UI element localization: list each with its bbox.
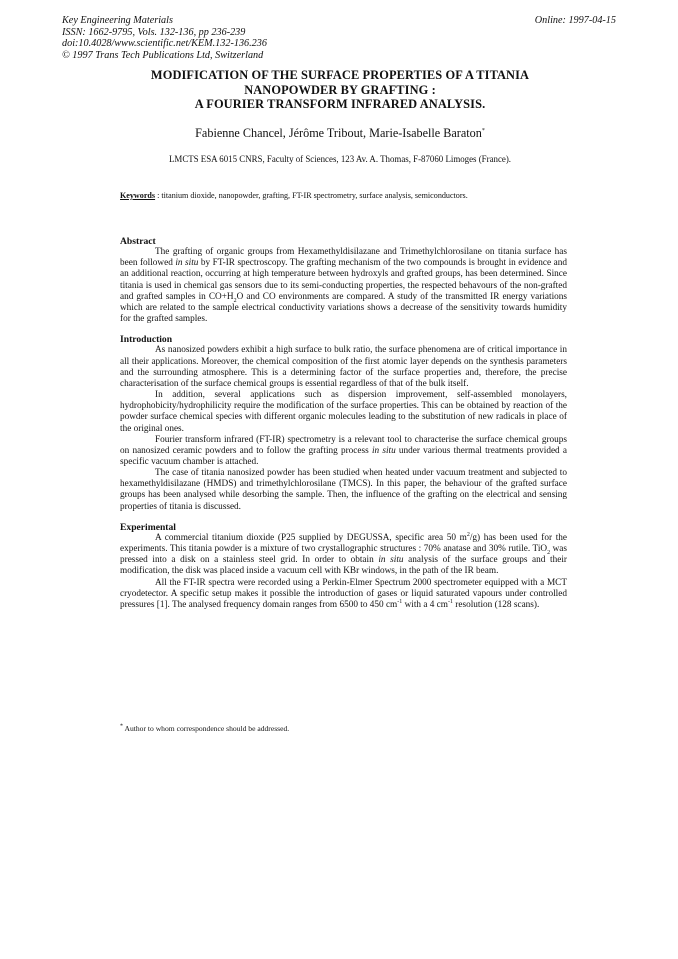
footnote-mark: * (120, 723, 123, 730)
exp-p2-superscript-2: -1 (447, 598, 453, 605)
abstract-text-a: The grafting of organic groups from Hexamethyldisilazane and Trimethylchlorosilane on titania surface has been followed (120, 247, 567, 269)
abstract-paragraph (120, 247, 567, 325)
exp-p1-emphasis: in situ (378, 555, 404, 566)
authors-text: Fabienne Chancel, Jérôme Tribout, Marie-Isabelle Baraton (195, 126, 482, 140)
footnote-text: Author to whom correspondence should be addressed. (123, 724, 290, 733)
intro-paragraph-3 (120, 435, 567, 468)
publication-metadata (62, 15, 267, 61)
exp-p2-text-b: with a 4 cm (402, 599, 448, 610)
keywords-label: Keywords (120, 191, 156, 200)
intro-p3-text-b: under various thermal treatments provided a specific vacuum chamber is attached. (120, 445, 567, 467)
paper-body (120, 236, 567, 611)
abstract-text-b: by FT-IR spectroscopy. The grafting mechanism of the two compounds is brought in evidence and an additional reaction, occurring at high temperature between hydroxyls and grafted groups, has been determined. Since titania is used in chemical gas sensors due to its semi-conducting properties, the respected behavours of the non-grafted and grafted samples in CO+H (120, 258, 568, 302)
keywords-line (120, 191, 468, 200)
introduction-heading: Introduction (120, 334, 173, 346)
journal-name: Key Engineering Materials (62, 15, 173, 26)
title-line-3: A FOURIER TRANSFORM INFRARED ANALYSIS. (194, 97, 486, 112)
online-date: Online: 1997-04-15 (534, 15, 616, 26)
experimental-paragraph-1 (120, 533, 567, 578)
abstract-text-c: O and CO environments are compared. A study of the transmitted IR energy variations which are related to the sample electrical conductivity variations shows a decrease of the sensitivity towards humidity for the grafted samples. (120, 291, 567, 325)
copyright-line: © 1997 Trans Tech Publications Ltd, Switzerland (62, 49, 264, 61)
title-line-2: NANOPOWDER BY GRAFTING : (244, 82, 436, 97)
exp-p1-superscript: 2 (466, 531, 470, 538)
intro-paragraph-4: The case of titania nanosized powder has been studied when heated under vacuum treatment and subjected to hexamethyldisilazane (HMDS) and trimethylchlorosilane (TMCS). In this paper, the behaviour of the grafted surface groups has been analysed while desorbing the sample. Then, the influence of the grafting on the electrical and sensing properties of titania is discussed. (120, 468, 567, 512)
intro-paragraph-2: In addition, several applications such as dispersion improvement, self-assembled monolayers, hydrophobicity/hydrophilicity require the modification of the surface properties. This can be obtained by reaction of the powder surface chemical species with different organic molecules leading to the substitution of new radicals in place of the original ones. (120, 390, 567, 434)
exp-p2-text-a: All the FT-IR spectra were recorded using a Perkin-Elmer Spectrum 2000 spectrometer equipped with a MCT cryodetector. A specific setup makes it possible the introduction of gases or liquid saturated vapours under controlled pressures [1]. The analysed frequency domain ranges from 6500 to 450 cm (120, 577, 567, 610)
intro-paragraph-1: As nanosized powders exhibit a high surface to bulk ratio, the surface phenomena are of critical importance in all their applications. Moreover, the chemical composition of the first atomic layer depends on the synthesis parameters and the surrounding atmosphere. This is a determining factor of the surface properties and, therefore, the precise characterisation of the surface chemical groups is essential regardless of that of the bulk itself. (120, 345, 567, 389)
abstract-subscript: 2 (233, 297, 237, 304)
exp-p1-text-a: A commercial titanium dioxide (P25 supplied by DEGUSSA, specific area 50 m (155, 532, 467, 543)
author-list (60, 126, 620, 141)
keywords-text: titanium dioxide, nanopowder, grafting, FT-IR spectrometry, surface analysis, semiconductors. (161, 191, 468, 200)
intro-p3-emphasis: in situ (371, 445, 396, 456)
doi-line: doi:10.4028/www.scientific.net/KEM.132-136.236 (62, 38, 267, 50)
affiliation: LMCTS ESA 6015 CNRS, Faculty of Sciences, 123 Av. A. Thomas, F-87060 Limoges (France). (169, 154, 511, 164)
exp-p1-text-b: /g) has been used for the experiments. This titania powder is a mixture of two crystallographic structures : 70% anatase and 30% rutile. TiO (120, 532, 567, 555)
issn-line: ISSN: 1662-9795, Vols. 132-136, pp 236-239 (62, 26, 246, 38)
keywords-separator: : (155, 191, 162, 200)
footnote (120, 724, 289, 733)
exp-p1-subscript: 2 (547, 549, 551, 556)
abstract-heading: Abstract (120, 236, 156, 247)
exp-p1-text-d: analysis of the surface groups and their modification, the disk was placed inside a vacuum cell with KBr windows, in the path of the IR beam. (120, 555, 568, 577)
paper-title (60, 68, 620, 112)
exp-p2-text-c: resolution (128 scans). (452, 599, 540, 610)
exp-p1-text-c: was pressed into a disk on a stainless steel grid. In order to obtain (120, 544, 568, 566)
experimental-heading: Experimental (120, 521, 176, 533)
exp-p2-superscript-1: -1 (397, 598, 403, 605)
experimental-paragraph-2 (120, 578, 567, 611)
intro-p3-text-a: Fourier transform infrared (FT-IR) spectrometry is a relevant tool to characterise the surface chemical groups on nanosized ceramic powders and to follow the grafting process (120, 434, 567, 456)
title-line-1: MODIFICATION OF THE SURFACE PROPERTIES OF A TITANIA (150, 68, 530, 82)
abstract-emphasis: in situ (175, 258, 199, 269)
corresponding-author-mark: * (481, 127, 485, 134)
